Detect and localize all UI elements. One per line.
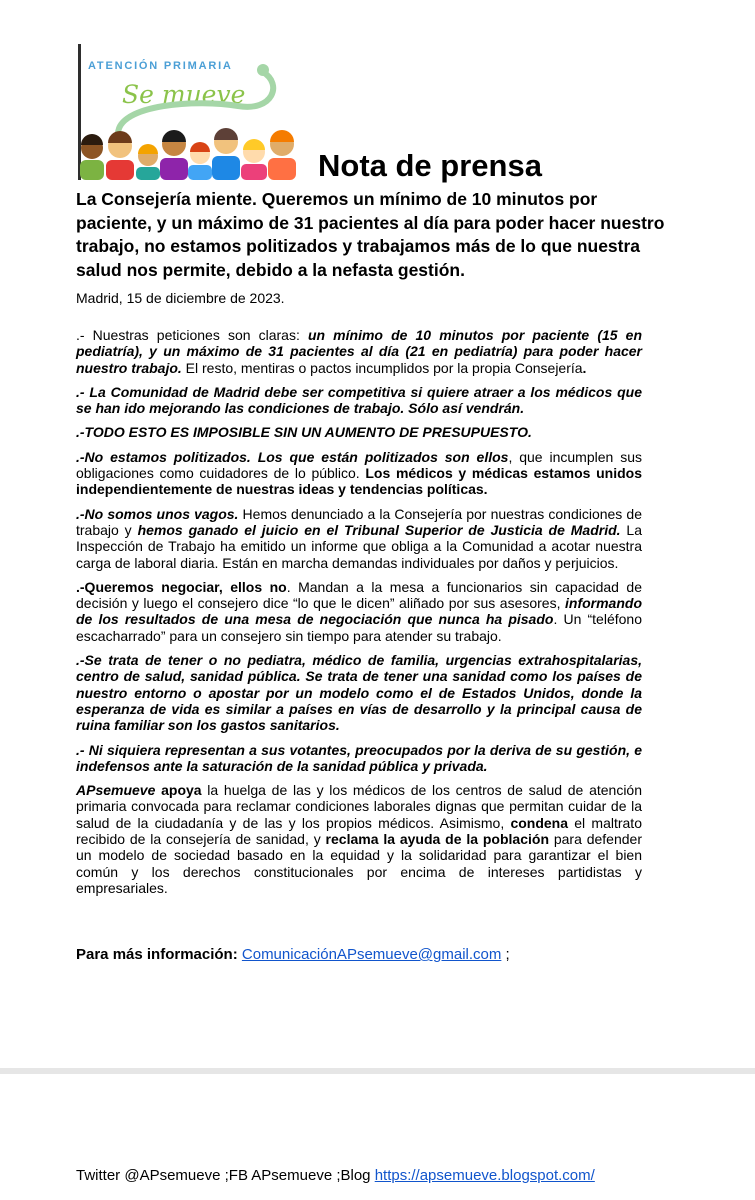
paragraph-pediatra xyxy=(76,652,642,733)
logo-title: ATENCIÓN PRIMARIA xyxy=(88,60,233,72)
paragraph-negociar xyxy=(76,579,642,644)
text: .- La Comunidad de Madrid debe ser competitiva si quiere atraer a los médicos que se han ido mejorando las condiciones de trabajo. Sólo así vendrán. xyxy=(76,383,642,417)
date-line: Madrid, 15 de diciembre de 2023. xyxy=(76,290,285,306)
blog-link[interactable]: https://apsemueve.blogspot.com/ xyxy=(374,1167,595,1184)
text: .-TODO ESTO ES IMPOSIBLE SIN UN AUMENTO DE PRESUPUESTO. xyxy=(76,424,532,441)
emphasis: un mínimo de 10 minutos por paciente (15 en pediatría), y un máximo de 31 pacientes al día (21 en pediatría) para poder hacer nuestro trabajo. xyxy=(76,327,642,376)
text: . Un “teléfono escacharrado” para un consejero sin tiempo para atender su trabajo. xyxy=(76,611,642,644)
paragraph-peticiones xyxy=(76,327,642,376)
contact-line xyxy=(76,946,510,963)
emphasis: .-Queremos negociar, ellos no xyxy=(76,578,287,595)
press-release-body xyxy=(76,327,642,904)
emphasis: informando de los resultados de una mesa de negociación que nunca ha pisado xyxy=(76,595,642,628)
contact-email-link[interactable]: ComunicaciónAPsemueve@gmail.com xyxy=(241,946,502,963)
text: para defender un modelo de sociedad basado en la equidad y la solidaridad para garantizar el bien común y los derechos constitucionales por encima de intereses partidistas y empresariales. xyxy=(76,831,642,896)
text: Hemos denunciado a la Consejería por nuestras condiciones de trabajo y xyxy=(76,505,642,538)
atencion-primaria-logo xyxy=(78,44,308,180)
emphasis: apoya xyxy=(155,782,202,799)
logo-subtitle: Se mueve xyxy=(122,80,246,109)
page-divider xyxy=(0,1068,755,1074)
contact-suffix: ; xyxy=(501,946,510,963)
contact-label: Para más información: xyxy=(76,946,238,963)
emphasis: condena xyxy=(510,814,569,831)
footer-text: Twitter @APsemueve ;FB APsemueve ;Blog xyxy=(76,1167,375,1184)
emphasis: reclama la ayuda de la población xyxy=(325,831,549,848)
text: el maltrato recibido de la consejería de sanidad, y xyxy=(76,814,642,848)
paragraph-presupuesto xyxy=(76,424,642,440)
footer-social xyxy=(76,1167,595,1184)
text: . xyxy=(582,359,587,376)
paragraph-vagos xyxy=(76,506,642,571)
text: . Mandan a la mesa a funcionarios sin capacidad de decisión y luego el consejero dice “lo que le dicen” aliñado por sus asesores, xyxy=(76,578,642,612)
text: , que incumplen sus obligaciones como cuidadores de lo público. xyxy=(76,448,642,482)
document-heading: Nota de prensa xyxy=(318,148,542,183)
paragraph-apoya xyxy=(76,782,642,896)
text: la huelga de las y los médicos de los centros de salud de atención primaria convocada para reclamar condiciones laborales dignas que permitan cuidar de la salud de la ciudadanía y de las y los propios médicos. Asimismo, xyxy=(76,782,642,831)
text: El resto, mentiras o pactos incumplidos por la propia Consejería xyxy=(181,359,583,376)
paragraph-politizados xyxy=(76,449,642,498)
headline: La Consejería miente. Queremos un mínimo de 10 minutos por paciente, y un máximo de 31 pacientes al día para poder hacer nuestro trabajo, no estamos politizados y trabajamos más de lo que nuestra salud nos permite, debido a la nefasta gestión. xyxy=(76,189,665,280)
emphasis: .-No somos unos vagos. xyxy=(76,505,239,522)
text: .-Se trata de tener o no pediatra, médico de familia, urgencias extrahospitalarias, centro de salud, sanidad pública. Se trata de tener una sanidad como los países de nuestro entorno o apostar por un modelo como el de Estados Unidos, donde la esperanza de vida es similar a países en vías de desarrollo y la principal causa de ruina familiar son los gastos sanitarios. xyxy=(76,652,642,734)
people-illustration-icon xyxy=(78,44,308,180)
paragraph-competitiva xyxy=(76,384,642,417)
paragraph-votantes xyxy=(76,742,642,775)
emphasis: .-No estamos politizados. Los que están politizados son ellos xyxy=(76,448,509,465)
text: La Inspección de Trabajo ha emitido un informe que obliga a la Comunidad a acotar nuestra carga de laboral diaria. Están en marcha demandas individuales por daños y perjuicios. xyxy=(76,521,642,571)
text: .- Ni siquiera representan a sus votantes, preocupados por la deriva de su gestión, e indefensos ante la saturación de la sanidad pública y privada. xyxy=(76,741,642,774)
emphasis: hemos ganado el juicio en el Tribunal Superior de Justicia de Madrid. xyxy=(137,521,621,538)
emphasis: Los médicos y médicas estamos unidos independientemente de nuestras ideas y tendencias políticas. xyxy=(76,465,642,498)
text: .- Nuestras peticiones son claras: xyxy=(76,327,308,343)
emphasis: APsemueve xyxy=(76,782,156,799)
